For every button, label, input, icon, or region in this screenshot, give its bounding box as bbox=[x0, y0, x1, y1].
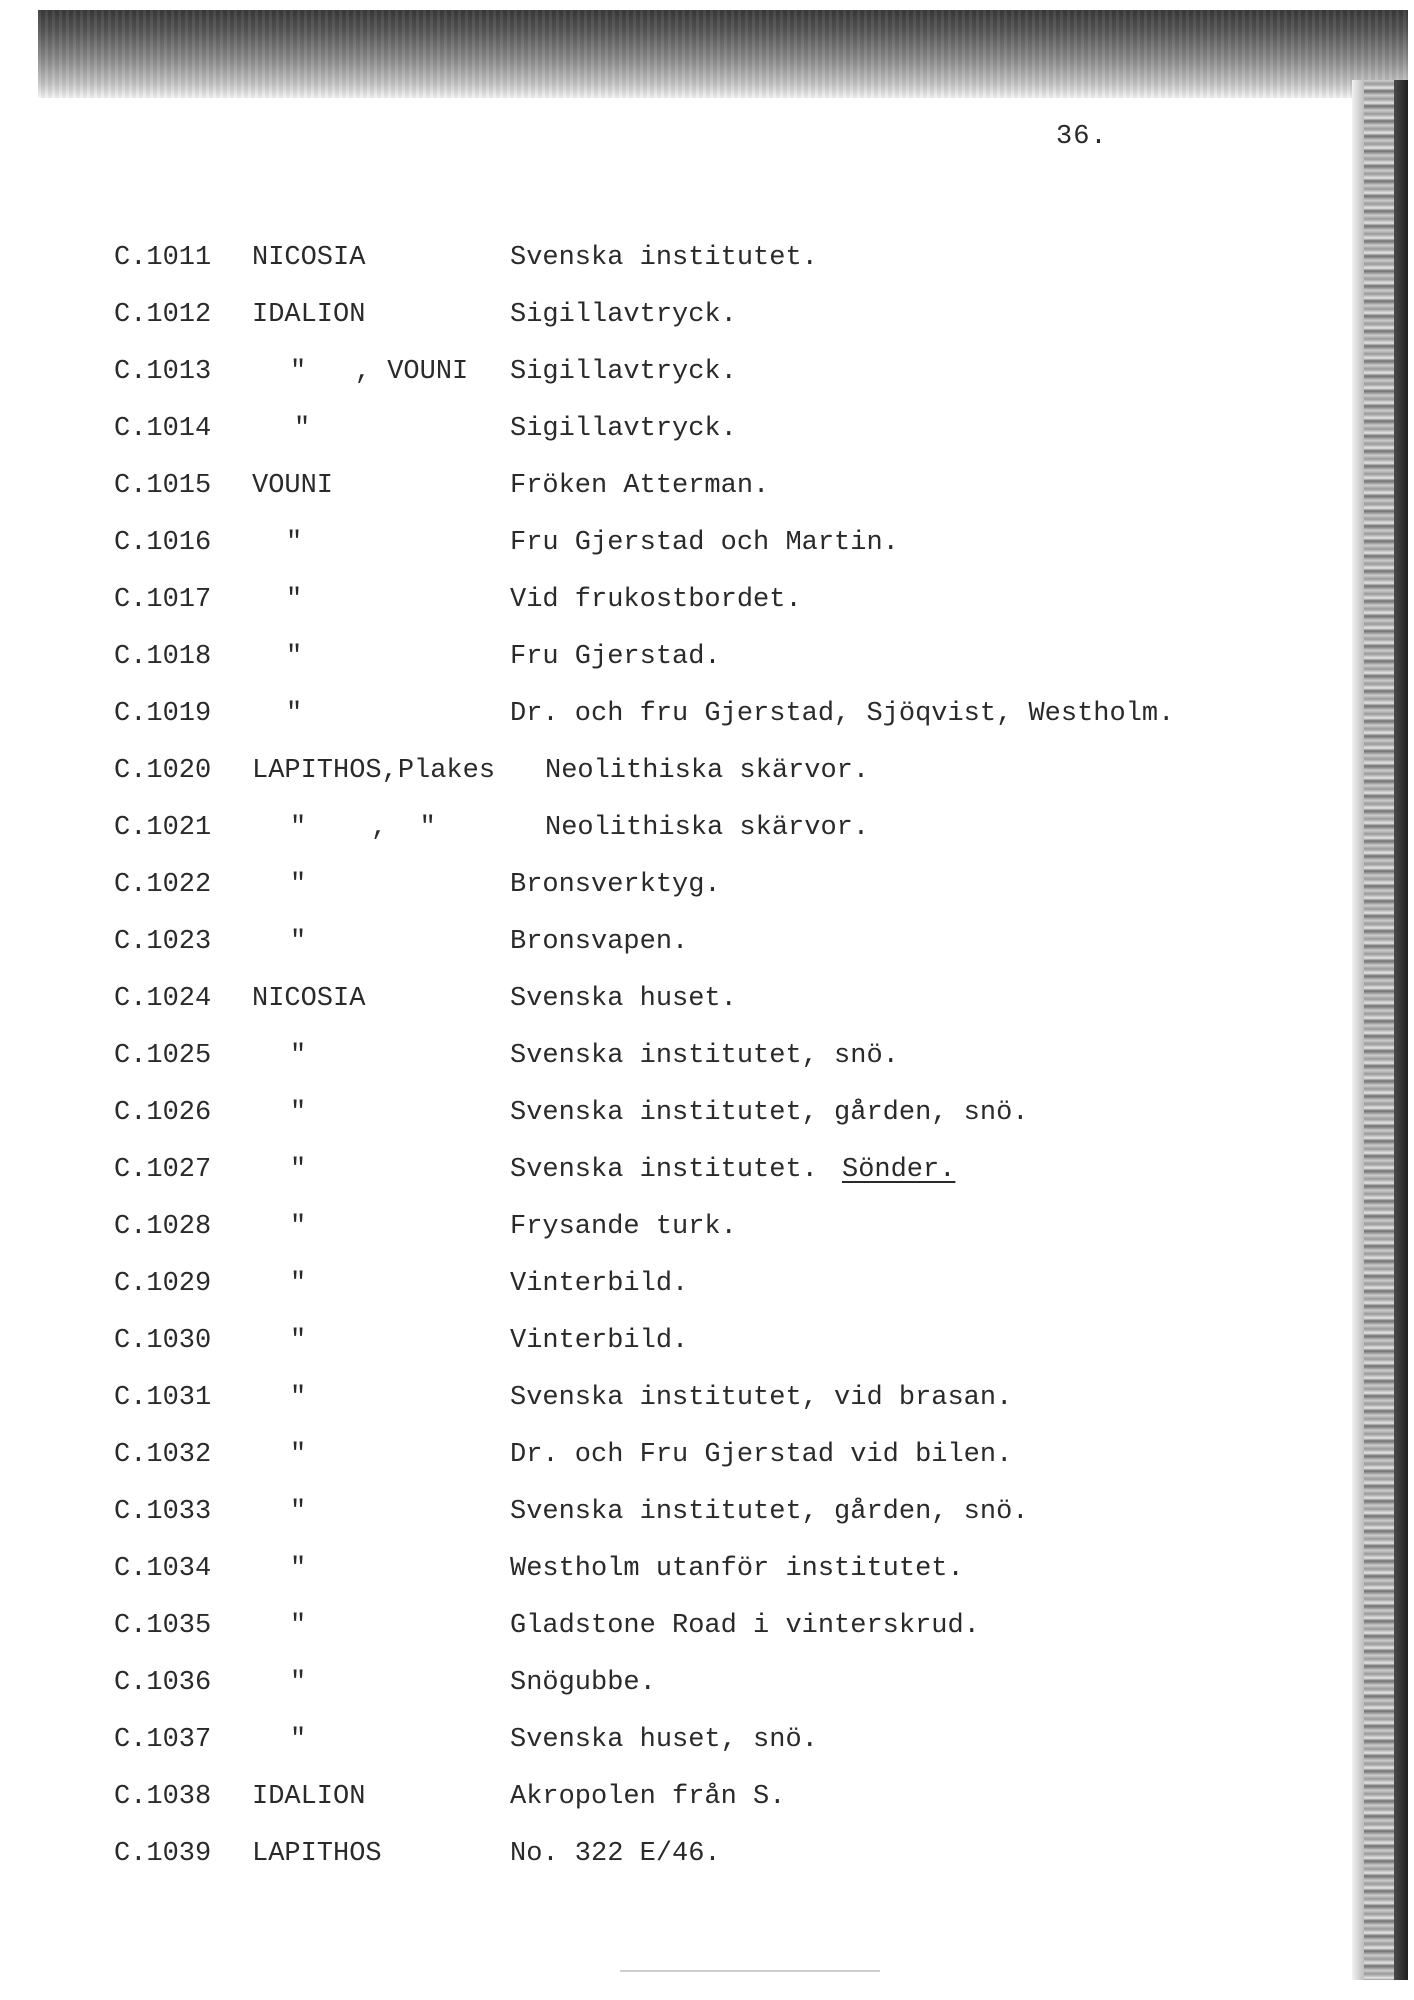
catalog-entry bbox=[0, 1150, 1340, 1190]
entry-place: " bbox=[286, 699, 303, 729]
catalog-entry bbox=[0, 1435, 1340, 1475]
entry-description: Dr. och Fru Gjerstad vid bilen. bbox=[510, 1440, 1013, 1470]
catalog-entry bbox=[0, 523, 1340, 563]
entry-id: C.1019 bbox=[114, 699, 212, 729]
entry-place: " bbox=[290, 1326, 307, 1356]
entry-place: " bbox=[290, 927, 307, 957]
entry-id: C.1014 bbox=[114, 414, 212, 444]
entry-id: C.1036 bbox=[114, 1668, 212, 1698]
entry-place: " bbox=[290, 1269, 307, 1299]
catalog-entry bbox=[0, 1777, 1340, 1817]
entry-place: " bbox=[290, 1497, 307, 1527]
entry-description: Neolithiska skärvor. bbox=[545, 756, 870, 786]
entry-id: C.1038 bbox=[114, 1782, 212, 1812]
entry-place: VOUNI bbox=[252, 471, 334, 501]
catalog-entry bbox=[0, 865, 1340, 905]
entry-description: Fru Gjerstad. bbox=[510, 642, 721, 672]
entry-description: Sigillavtryck. bbox=[510, 414, 737, 444]
entry-place: NICOSIA bbox=[252, 984, 366, 1014]
scan-right-edge bbox=[1352, 80, 1408, 1980]
entry-place: " bbox=[290, 1383, 307, 1413]
catalog-entry bbox=[0, 1378, 1340, 1418]
entry-description: Vinterbild. bbox=[510, 1269, 689, 1299]
entry-id: C.1030 bbox=[114, 1326, 212, 1356]
entry-place: " bbox=[290, 1725, 307, 1755]
entry-description: Frysande turk. bbox=[510, 1212, 737, 1242]
catalog-entry bbox=[0, 1834, 1340, 1874]
entry-description: Westholm utanför institutet. bbox=[510, 1554, 964, 1584]
entry-id: C.1026 bbox=[114, 1098, 212, 1128]
catalog-entry bbox=[0, 409, 1340, 449]
entry-place: " bbox=[290, 1155, 307, 1185]
entry-description: Bronsverktyg. bbox=[510, 870, 721, 900]
catalog-entry bbox=[0, 466, 1340, 506]
entry-id: C.1029 bbox=[114, 1269, 212, 1299]
entry-place: IDALION bbox=[252, 1782, 366, 1812]
entry-id: C.1025 bbox=[114, 1041, 212, 1071]
entry-description: Svenska institutet, snö. bbox=[510, 1041, 899, 1071]
entry-description: Fröken Atterman. bbox=[510, 471, 770, 501]
entry-id: C.1011 bbox=[114, 243, 212, 273]
entry-place: " bbox=[290, 1098, 307, 1128]
catalog-entry bbox=[0, 637, 1340, 677]
catalog-entry bbox=[0, 580, 1340, 620]
entry-description: Sigillavtryck. bbox=[510, 300, 737, 330]
catalog-entry bbox=[0, 922, 1340, 962]
entry-description: Snögubbe. bbox=[510, 1668, 656, 1698]
entry-description: Svenska huset. bbox=[510, 984, 737, 1014]
entry-id: C.1024 bbox=[114, 984, 212, 1014]
catalog-entry bbox=[0, 1549, 1340, 1589]
entry-id: C.1028 bbox=[114, 1212, 212, 1242]
entry-place: " bbox=[286, 528, 303, 558]
entry-description: Svenska huset, snö. bbox=[510, 1725, 818, 1755]
entry-id: C.1021 bbox=[114, 813, 212, 843]
entry-place: " bbox=[290, 870, 307, 900]
entry-id: C.1033 bbox=[114, 1497, 212, 1527]
entry-description: No. 322 E/46. bbox=[510, 1839, 721, 1869]
entry-place: " bbox=[290, 1668, 307, 1698]
entry-id: C.1020 bbox=[114, 756, 212, 786]
catalog-entry bbox=[0, 808, 1340, 848]
entry-place: " bbox=[290, 1041, 307, 1071]
entry-description: Akropolen från S. bbox=[510, 1782, 786, 1812]
entry-place: NICOSIA bbox=[252, 243, 366, 273]
catalog-entry bbox=[0, 238, 1340, 278]
page-number: 36. bbox=[1056, 122, 1108, 152]
entry-id: C.1022 bbox=[114, 870, 212, 900]
entry-note-underlined: Sönder. bbox=[842, 1155, 956, 1185]
entry-place: LAPITHOS,Plakes bbox=[252, 756, 496, 786]
entry-description: Svenska institutet, gården, snö. bbox=[510, 1497, 1029, 1527]
entry-description: Vinterbild. bbox=[510, 1326, 689, 1356]
entry-description: Vid frukostbordet. bbox=[510, 585, 802, 615]
entry-id: C.1012 bbox=[114, 300, 212, 330]
entry-place: " bbox=[294, 414, 311, 444]
catalog-entry bbox=[0, 1036, 1340, 1076]
catalog-entry bbox=[0, 1663, 1340, 1703]
catalog-entry bbox=[0, 979, 1340, 1019]
entry-id: C.1027 bbox=[114, 1155, 212, 1185]
catalog-entry bbox=[0, 694, 1340, 734]
entry-id: C.1035 bbox=[114, 1611, 212, 1641]
entry-id: C.1032 bbox=[114, 1440, 212, 1470]
entry-description: Sigillavtryck. bbox=[510, 357, 737, 387]
entry-place: " bbox=[286, 585, 303, 615]
catalog-entry bbox=[0, 1321, 1340, 1361]
entry-id: C.1037 bbox=[114, 1725, 212, 1755]
entry-description: Gladstone Road i vinterskrud. bbox=[510, 1611, 980, 1641]
entry-place: " , VOUNI bbox=[290, 357, 469, 387]
entry-id: C.1031 bbox=[114, 1383, 212, 1413]
entry-place: " bbox=[290, 1440, 307, 1470]
entry-place: " bbox=[286, 642, 303, 672]
entry-place: " , " bbox=[290, 813, 436, 843]
scan-smudge bbox=[620, 1970, 880, 1972]
entry-id: C.1034 bbox=[114, 1554, 212, 1584]
entry-description: Svenska institutet, vid brasan. bbox=[510, 1383, 1013, 1413]
catalog-entry bbox=[0, 1606, 1340, 1646]
entry-description: Dr. och fru Gjerstad, Sjöqvist, Westholm. bbox=[510, 699, 1175, 729]
entry-place: " bbox=[290, 1554, 307, 1584]
entry-description: Neolithiska skärvor. bbox=[545, 813, 870, 843]
catalog-entry bbox=[0, 352, 1340, 392]
catalog-entry bbox=[0, 1264, 1340, 1304]
catalog-entry bbox=[0, 1720, 1340, 1760]
entry-id: C.1018 bbox=[114, 642, 212, 672]
catalog-entry bbox=[0, 751, 1340, 791]
entry-place: IDALION bbox=[252, 300, 366, 330]
entry-description: Svenska institutet. bbox=[510, 243, 818, 273]
entry-description: Fru Gjerstad och Martin. bbox=[510, 528, 899, 558]
entry-description: Svenska institutet. bbox=[510, 1155, 818, 1185]
entry-place: LAPITHOS bbox=[252, 1839, 382, 1869]
entry-id: C.1015 bbox=[114, 471, 212, 501]
entry-id: C.1016 bbox=[114, 528, 212, 558]
entry-id: C.1039 bbox=[114, 1839, 212, 1869]
entry-description: Svenska institutet, gården, snö. bbox=[510, 1098, 1029, 1128]
entry-id: C.1013 bbox=[114, 357, 212, 387]
entry-place: " bbox=[290, 1212, 307, 1242]
entry-description: Bronsvapen. bbox=[510, 927, 689, 957]
catalog-entry bbox=[0, 1093, 1340, 1133]
entry-place: " bbox=[290, 1611, 307, 1641]
entry-id: C.1017 bbox=[114, 585, 212, 615]
catalog-entry bbox=[0, 1207, 1340, 1247]
catalog-entry bbox=[0, 295, 1340, 335]
catalog-entry bbox=[0, 1492, 1340, 1532]
entry-id: C.1023 bbox=[114, 927, 212, 957]
